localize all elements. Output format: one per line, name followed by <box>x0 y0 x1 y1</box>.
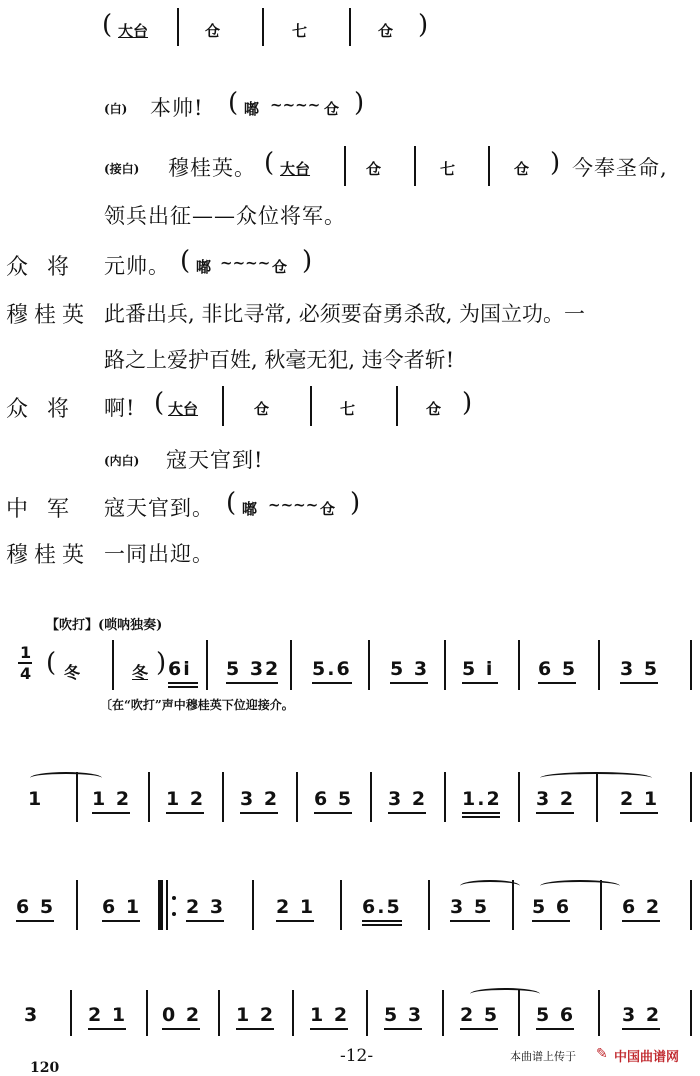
bar-line <box>76 772 78 822</box>
underline <box>622 920 660 922</box>
perc-dong: 冬 <box>132 663 149 682</box>
bar-line <box>690 640 692 690</box>
perc-du: 嘟 <box>196 258 212 276</box>
bar-line <box>252 880 254 930</box>
note-group: 6 5 <box>538 658 578 680</box>
close-paren: ) <box>462 388 473 418</box>
note-group: 1 2 <box>166 788 206 810</box>
dialogue-text: 此番出兵, 非比寻常, 必须要奋勇杀敌, 为国立功。一 <box>104 302 586 326</box>
dialogue-continuation: 领兵出征——众位将军。 <box>104 204 346 228</box>
bar-line <box>366 990 368 1036</box>
underline <box>240 812 278 814</box>
bar-line <box>600 880 602 930</box>
perc-wave: ~~~~ <box>220 254 271 272</box>
dialogue-text: 一同出迎。 <box>104 542 214 566</box>
underline <box>362 924 402 926</box>
underline <box>162 1028 200 1030</box>
underline <box>536 1028 574 1030</box>
perc-cang: 仓 <box>272 258 288 276</box>
note-group: 6 2 <box>622 896 662 918</box>
bar-line <box>596 772 598 822</box>
bar-line <box>292 990 294 1036</box>
underline <box>384 1028 422 1030</box>
slur-arc <box>540 880 620 892</box>
open-paren: ( <box>264 148 275 178</box>
bar-line <box>598 640 600 690</box>
perc-qi: 七 <box>292 22 308 40</box>
note-group: 6.5 <box>362 896 402 918</box>
bar-line <box>148 772 150 822</box>
perc-dadai: 大台 <box>118 22 149 40</box>
bar-line <box>76 880 78 930</box>
underline <box>226 682 278 684</box>
perc-du: 嘟 <box>244 100 260 118</box>
note-group: 1 2 <box>92 788 132 810</box>
underline <box>92 812 130 814</box>
perc-du: 嘟 <box>242 500 258 518</box>
stage-tag: (接白) <box>104 162 140 176</box>
open-paren: ( <box>180 246 191 276</box>
underline <box>168 686 198 688</box>
underline <box>310 1028 348 1030</box>
bar-line <box>340 880 342 930</box>
underline <box>536 812 574 814</box>
underline <box>314 812 352 814</box>
close-paren: ) <box>350 488 361 518</box>
underline <box>388 812 426 814</box>
slur-arc <box>460 880 520 892</box>
note-group: 1 <box>28 788 44 810</box>
bar-line <box>414 146 416 186</box>
underline <box>450 920 490 922</box>
note-group: 6 5 <box>16 896 56 918</box>
underline <box>620 812 658 814</box>
time-sig-top: 1 <box>20 643 34 662</box>
thick-bar-line <box>158 880 163 930</box>
bar-line <box>444 772 446 822</box>
speaker-name: 众 将 <box>6 397 75 422</box>
bar-line <box>370 772 372 822</box>
dialogue-text: 寇天官到。 <box>104 496 214 520</box>
bar-line <box>70 990 72 1036</box>
bar-line <box>112 640 114 690</box>
perc-dong: 冬 <box>64 663 81 682</box>
perc-wave: ~~~~ <box>268 496 319 514</box>
note-group: 5 3 <box>390 658 430 680</box>
note-group: 6 5 <box>314 788 354 810</box>
page-number: -12- <box>340 1046 374 1066</box>
close-paren: ) <box>418 10 429 40</box>
note-group: 2 1 <box>276 896 316 918</box>
note-group: 2 3 <box>186 896 226 918</box>
bar-line <box>262 8 264 46</box>
underline <box>276 920 314 922</box>
note-group: 3 <box>24 1004 40 1026</box>
underline <box>166 812 204 814</box>
bar-line <box>518 990 520 1036</box>
bar-line <box>518 772 520 822</box>
site-logo-icon: ✎ <box>596 1046 608 1062</box>
close-paren: ) <box>354 88 365 118</box>
speaker-name: 众 将 <box>6 255 75 280</box>
dialogue-continuation: 路之上爱护百姓, 秋毫无犯, 违令者斩! <box>104 348 455 372</box>
note-group: 6i <box>168 658 192 680</box>
upload-note: 本曲谱上传于 <box>510 1050 576 1063</box>
bar-line <box>290 640 292 690</box>
close-paren: ) <box>156 648 167 678</box>
time-sig-bottom: 4 <box>20 664 34 683</box>
note-group: 5 3 <box>384 1004 424 1026</box>
bar-line <box>690 772 692 822</box>
slur-arc <box>30 772 102 784</box>
perc-dadai: 大台 <box>168 400 199 418</box>
perc-qi: 七 <box>340 400 356 418</box>
perc-qi: 七 <box>440 160 456 178</box>
underline <box>390 682 428 684</box>
note-group: 3 2 <box>622 1004 662 1026</box>
note-group: 1.2 <box>462 788 502 810</box>
close-paren: ) <box>302 246 313 276</box>
note-group: 0 2 <box>162 1004 202 1026</box>
open-paren: ( <box>102 10 113 40</box>
bar-line <box>177 8 179 46</box>
book-page-number: 120 <box>30 1060 60 1076</box>
underline <box>312 682 352 684</box>
stage-direction: 〔在“吹打”声中穆桂英下位迎接介。 <box>100 698 294 712</box>
stage-tag: (白) <box>104 102 128 116</box>
underline <box>102 920 140 922</box>
bar-line <box>218 990 220 1036</box>
perc-cang: 仓 <box>324 100 340 118</box>
note-group: 1 2 <box>236 1004 276 1026</box>
bar-line <box>518 640 520 690</box>
note-group: 5 6 <box>532 896 572 918</box>
note-group: 5 i <box>462 658 495 680</box>
repeat-dot <box>172 912 176 916</box>
underline <box>236 1028 274 1030</box>
underline <box>622 1028 660 1030</box>
note-group: 2 1 <box>88 1004 128 1026</box>
note-group: 3 2 <box>240 788 280 810</box>
note-group: 5 6 <box>536 1004 576 1026</box>
perc-cang: 仓 <box>426 400 442 418</box>
speaker-name: 穆桂英 <box>6 303 91 328</box>
note-group: 3 2 <box>536 788 576 810</box>
bar-line <box>368 640 370 690</box>
underline <box>186 920 224 922</box>
bar-line <box>488 146 490 186</box>
open-paren: ( <box>228 88 239 118</box>
perc-wave: ~~~~ <box>270 96 321 114</box>
note-group: 3 5 <box>450 896 490 918</box>
score-heading: 【吹打】(唢呐独奏) <box>46 618 163 633</box>
underline <box>362 920 402 922</box>
perc-cang: 仓 <box>378 22 394 40</box>
perc-dadai: 大台 <box>280 160 311 178</box>
bar-line <box>349 8 351 46</box>
perc-cang: 仓 <box>320 500 336 518</box>
bar-line <box>222 772 224 822</box>
bar-line <box>344 146 346 186</box>
bar-line <box>396 386 398 426</box>
underline <box>620 682 658 684</box>
underline <box>532 920 570 922</box>
note-group: 3 5 <box>620 658 660 680</box>
underline <box>462 812 500 814</box>
bar-line <box>206 640 208 690</box>
bar-line <box>442 990 444 1036</box>
repeat-dot <box>172 896 176 900</box>
perc-cang: 仓 <box>254 400 270 418</box>
underline <box>88 1028 126 1030</box>
speaker-name: 穆桂英 <box>6 543 91 568</box>
dialogue-text: 寇天官到! <box>166 448 264 472</box>
note-group: 5.6 <box>312 658 352 680</box>
bar-line <box>310 386 312 426</box>
bar-line <box>512 880 514 930</box>
underline <box>16 920 54 922</box>
underline <box>538 682 576 684</box>
dialogue-text: 穆桂英。 <box>168 156 256 180</box>
perc-cang: 仓 <box>205 22 221 40</box>
underline <box>460 1028 498 1030</box>
bar-line <box>690 990 692 1036</box>
note-group: 2 1 <box>620 788 660 810</box>
underline <box>462 816 500 818</box>
open-paren: ( <box>226 488 237 518</box>
dialogue-text: 啊! <box>104 396 136 420</box>
bar-line <box>146 990 148 1036</box>
speaker-name: 中 军 <box>6 497 75 522</box>
note-group: 1 2 <box>310 1004 350 1026</box>
bar-line <box>598 990 600 1036</box>
perc-cang: 仓 <box>514 160 530 178</box>
note-group: 2 5 <box>460 1004 500 1026</box>
perc-cang: 仓 <box>366 160 382 178</box>
dialogue-text: 本帅! <box>150 96 204 120</box>
stage-tag: (内白) <box>104 454 140 468</box>
note-group: 6 1 <box>102 896 142 918</box>
underline <box>462 682 498 684</box>
dialogue-text: 今奉圣命, <box>572 156 668 180</box>
bar-line <box>166 880 168 930</box>
site-name-link[interactable]: 中国曲谱网 <box>614 1050 680 1065</box>
bar-line <box>690 880 692 930</box>
close-paren: ) <box>550 148 561 178</box>
bar-line <box>296 772 298 822</box>
underline <box>168 682 198 684</box>
bar-line <box>444 640 446 690</box>
note-group: 3 2 <box>388 788 428 810</box>
bar-line <box>222 386 224 426</box>
open-paren: ( <box>46 648 57 678</box>
dialogue-text: 元帅。 <box>104 254 170 278</box>
open-paren: ( <box>154 388 165 418</box>
bar-line <box>428 880 430 930</box>
slur-arc <box>470 988 540 1000</box>
note-group: 5 32 <box>226 658 281 680</box>
